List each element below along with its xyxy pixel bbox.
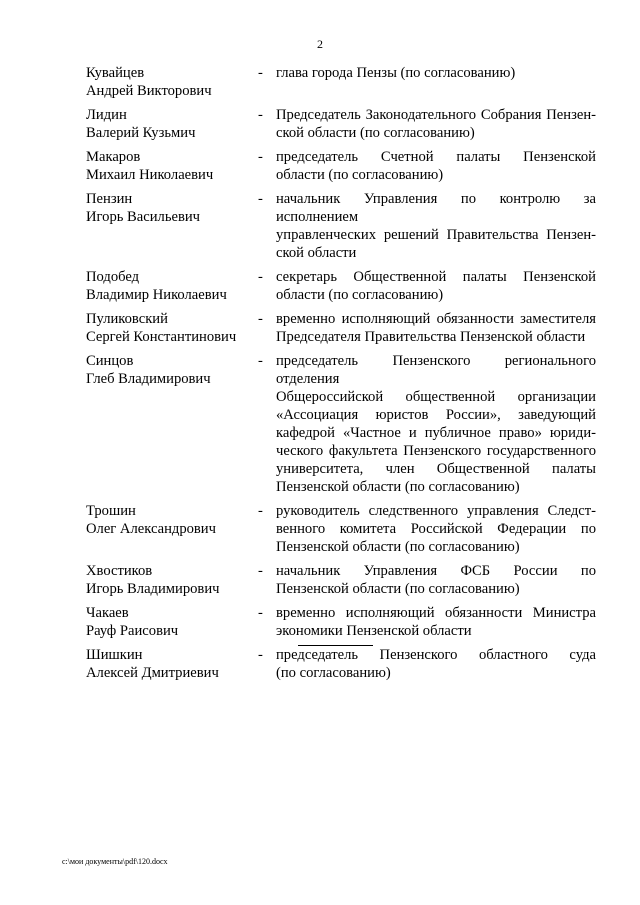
member-name [86, 190, 258, 226]
member-given-names: Игорь Васильевич [86, 209, 201, 225]
member-name [86, 604, 258, 640]
member-given-names: Рауф Раисович [86, 623, 179, 639]
member-entry [86, 148, 596, 184]
member-entry [86, 310, 596, 346]
separator-dash: - [258, 563, 263, 579]
member-surname: Трошин [86, 503, 136, 519]
member-position [276, 352, 596, 496]
separator-dash: - [258, 605, 263, 621]
position-line: Председателя Правительства Пензенской области [276, 329, 586, 345]
separator-dash: - [258, 65, 263, 81]
position-line: Пензенской области (по согласованию) [276, 479, 520, 495]
member-given-names: Олег Александрович [86, 521, 216, 537]
member-entry [86, 190, 596, 262]
position-line: ской области [276, 245, 357, 261]
member-surname: Синцов [86, 353, 134, 369]
member-entry [86, 352, 596, 496]
member-surname: Подобед [86, 269, 140, 285]
member-name [86, 352, 258, 388]
member-position [276, 310, 596, 346]
member-position [276, 190, 596, 262]
file-path-footer: c:\мои документы\pdf\120.docx [62, 857, 168, 866]
position-line: руководитель следственного управления Следст- [276, 503, 596, 519]
position-line: венного комитета Российской Федерации по [276, 521, 596, 537]
member-name [86, 562, 258, 598]
position-line: председатель Счетной палаты Пензенской [276, 149, 596, 165]
member-name [86, 310, 258, 346]
position-line: (по согласованию) [276, 665, 391, 681]
member-position [276, 64, 596, 82]
separator-dash: - [258, 353, 263, 369]
member-position [276, 562, 596, 598]
member-entry [86, 64, 596, 100]
member-position [276, 646, 596, 682]
position-line: Председатель Законодательного Собрания Пензен- [276, 107, 596, 123]
position-line: области (по согласованию) [276, 287, 444, 303]
position-line: ческого факультета Пензенского государственного [276, 443, 596, 459]
position-line: глава города Пензы (по согласованию) [276, 65, 516, 81]
position-line: временно исполняющий обязанности заместителя [276, 311, 596, 327]
member-surname: Хвостиков [86, 563, 153, 579]
position-line: университета, член Общественной палаты [276, 461, 596, 477]
member-given-names: Михаил Николаевич [86, 167, 214, 183]
position-line: Общероссийской общественной организации [276, 389, 596, 405]
position-line: области (по согласованию) [276, 167, 444, 183]
member-entry [86, 604, 596, 640]
member-position [276, 604, 596, 640]
position-line: Пензенской области (по согласованию) [276, 539, 520, 555]
member-entry [86, 502, 596, 556]
position-line: начальник Управления по контролю за исполнением [276, 191, 596, 225]
member-entry [86, 562, 596, 598]
position-line: управленческих решений Правительства Пензен- [276, 227, 596, 243]
separator-dash: - [258, 149, 263, 165]
member-given-names: Сергей Константинович [86, 329, 237, 345]
member-given-names: Андрей Викторович [86, 83, 212, 99]
position-line: начальник Управления ФСБ России по [276, 563, 596, 579]
member-given-names: Валерий Кузьмич [86, 125, 196, 141]
member-given-names: Игорь Владимирович [86, 581, 220, 597]
member-list [86, 64, 596, 688]
separator-dash: - [258, 107, 263, 123]
member-surname: Макаров [86, 149, 141, 165]
position-line: Пензенской области (по согласованию) [276, 581, 520, 597]
separator-dash: - [258, 191, 263, 207]
member-entry [86, 646, 596, 682]
position-line: секретарь Общественной палаты Пензенской [276, 269, 596, 285]
member-surname: Пуликовский [86, 311, 168, 327]
position-line: председатель Пензенского областного суда [276, 647, 596, 663]
member-name [86, 64, 258, 100]
member-surname: Кувайцев [86, 65, 145, 81]
member-name [86, 148, 258, 184]
member-given-names: Алексей Дмитриевич [86, 665, 219, 681]
end-of-list-rule [298, 645, 373, 646]
member-surname: Шишкин [86, 647, 143, 663]
position-line: председатель Пензенского регионального отделения [276, 353, 596, 387]
member-given-names: Владимир Николаевич [86, 287, 227, 303]
member-name [86, 268, 258, 304]
position-line: «Ассоциация юристов России», заведующий [276, 407, 596, 423]
position-line: кафедрой «Частное и публичное право» юриди- [276, 425, 596, 441]
separator-dash: - [258, 503, 263, 519]
member-name [86, 646, 258, 682]
separator-dash: - [258, 647, 263, 663]
member-entry [86, 106, 596, 142]
member-name [86, 502, 258, 538]
position-line: экономики Пензенской области [276, 623, 472, 639]
member-name [86, 106, 258, 142]
separator-dash: - [258, 269, 263, 285]
position-line: ской области (по согласованию) [276, 125, 475, 141]
member-entry [86, 268, 596, 304]
member-given-names: Глеб Владимирович [86, 371, 211, 387]
member-position [276, 502, 596, 556]
page-number: 2 [317, 37, 323, 51]
member-position [276, 268, 596, 304]
member-surname: Пензин [86, 191, 133, 207]
separator-dash: - [258, 311, 263, 327]
member-position [276, 106, 596, 142]
position-line: временно исполняющий обязанности Министра [276, 605, 596, 621]
member-position [276, 148, 596, 184]
member-surname: Лидин [86, 107, 127, 123]
member-surname: Чакаев [86, 605, 129, 621]
